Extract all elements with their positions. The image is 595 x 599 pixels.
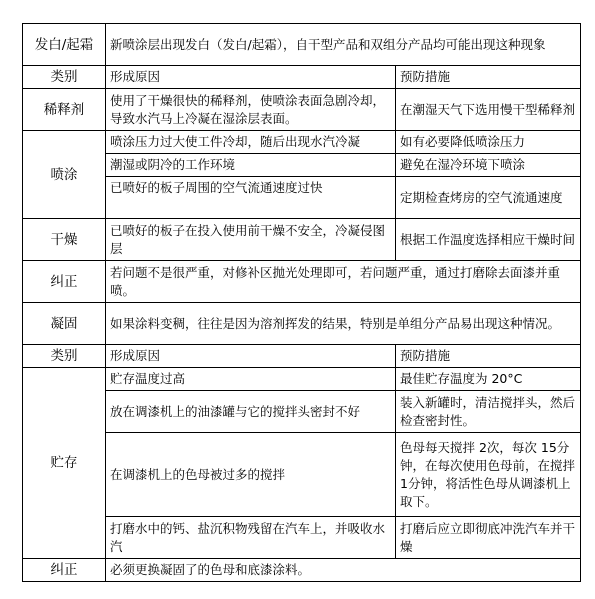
cause-cell: 贮存温度过高 xyxy=(106,368,396,391)
cause-cell: 在调漆机上的色母被过多的搅拌 xyxy=(106,433,396,517)
row-storage-4 xyxy=(23,517,581,559)
category-cell: 发白/起霜 xyxy=(23,24,106,66)
row-whitening xyxy=(23,24,581,66)
prevention-cell: 根据工作温度选择相应干燥时间 xyxy=(396,219,581,261)
cause-cell: 潮湿或阴冷的工作环境 xyxy=(106,154,396,177)
category-cell: 稀释剂 xyxy=(23,89,106,131)
header-prevention: 预防措施 xyxy=(396,66,581,89)
row-dry xyxy=(23,219,581,261)
row-storage-3 xyxy=(23,433,581,517)
prevention-cell: 定期检查烤房的空气流通速度 xyxy=(396,177,581,219)
row-correct-2 xyxy=(23,559,581,582)
cause-cell: 使用了干燥很快的稀释剂，使喷涂表面急剧冷却，导致水汽马上冷凝在湿涂层表面。 xyxy=(106,89,396,131)
category-cell: 喷涂 xyxy=(23,131,106,219)
header-prevention: 预防措施 xyxy=(396,345,581,368)
header-cause: 形成原因 xyxy=(106,345,396,368)
prevention-cell: 在潮湿天气下选用慢干型稀释剂 xyxy=(396,89,581,131)
row-gel xyxy=(23,303,581,345)
prevention-cell: 最佳贮存温度为 20°C xyxy=(396,368,581,391)
prevention-cell: 打磨后应立即彻底冲洗汽车并干燥 xyxy=(396,517,581,559)
row-spray-3 xyxy=(23,177,581,219)
description-cell: 新喷涂层出现发白（发白/起霜），自干型产品和双组分产品均可能出现这种现象 xyxy=(106,24,581,66)
header-category: 类别 xyxy=(23,66,106,89)
category-cell: 纠正 xyxy=(23,261,106,303)
cause-cell: 放在调漆机上的油漆罐与它的搅拌头密封不好 xyxy=(106,391,396,433)
description-cell: 若问题不是很严重，对修补区抛光处理即可，若问题严重，通过打磨除去面漆并重喷。 xyxy=(106,261,581,303)
row-spray-1 xyxy=(23,131,581,154)
row-storage-2 xyxy=(23,391,581,433)
defects-table xyxy=(22,23,581,582)
row-correct-1 xyxy=(23,261,581,303)
row-thinner xyxy=(23,89,581,131)
header-row xyxy=(23,345,581,368)
row-storage-1 xyxy=(23,368,581,391)
prevention-cell: 装入新罐时，清洁搅拌头，然后检查密封性。 xyxy=(396,391,581,433)
prevention-cell: 避免在湿冷环境下喷涂 xyxy=(396,154,581,177)
row-spray-2 xyxy=(23,154,581,177)
category-cell: 凝固 xyxy=(23,303,106,345)
header-category: 类别 xyxy=(23,345,106,368)
description-cell: 必须更换凝固了的色母和底漆涂料。 xyxy=(106,559,581,582)
header-cause: 形成原因 xyxy=(106,66,396,89)
description-cell: 如果涂料变稠，往往是因为溶剂挥发的结果，特别是单组分产品易出现这种情况。 xyxy=(106,303,581,345)
category-cell: 贮存 xyxy=(23,368,106,559)
prevention-cell: 如有必要降低喷涂压力 xyxy=(396,131,581,154)
cause-cell: 打磨水中的钙、盐沉积物残留在汽车上，并吸收水汽 xyxy=(106,517,396,559)
header-row xyxy=(23,66,581,89)
prevention-cell: 色母每天搅拌 2次，每次 15分钟，在每次使用色母前，在搅拌 1分钟，将活性色母从调漆机上取下。 xyxy=(396,433,581,517)
cause-cell: 已喷好的板子周围的空气流通速度过快 xyxy=(106,177,396,219)
cause-cell: 已喷好的板子在投入使用前干燥不安全，冷凝侵图层 xyxy=(106,219,396,261)
category-cell: 纠正 xyxy=(23,559,106,582)
cause-cell: 喷涂压力过大使工件冷却，随后出现水汽冷凝 xyxy=(106,131,396,154)
category-cell: 干燥 xyxy=(23,219,106,261)
